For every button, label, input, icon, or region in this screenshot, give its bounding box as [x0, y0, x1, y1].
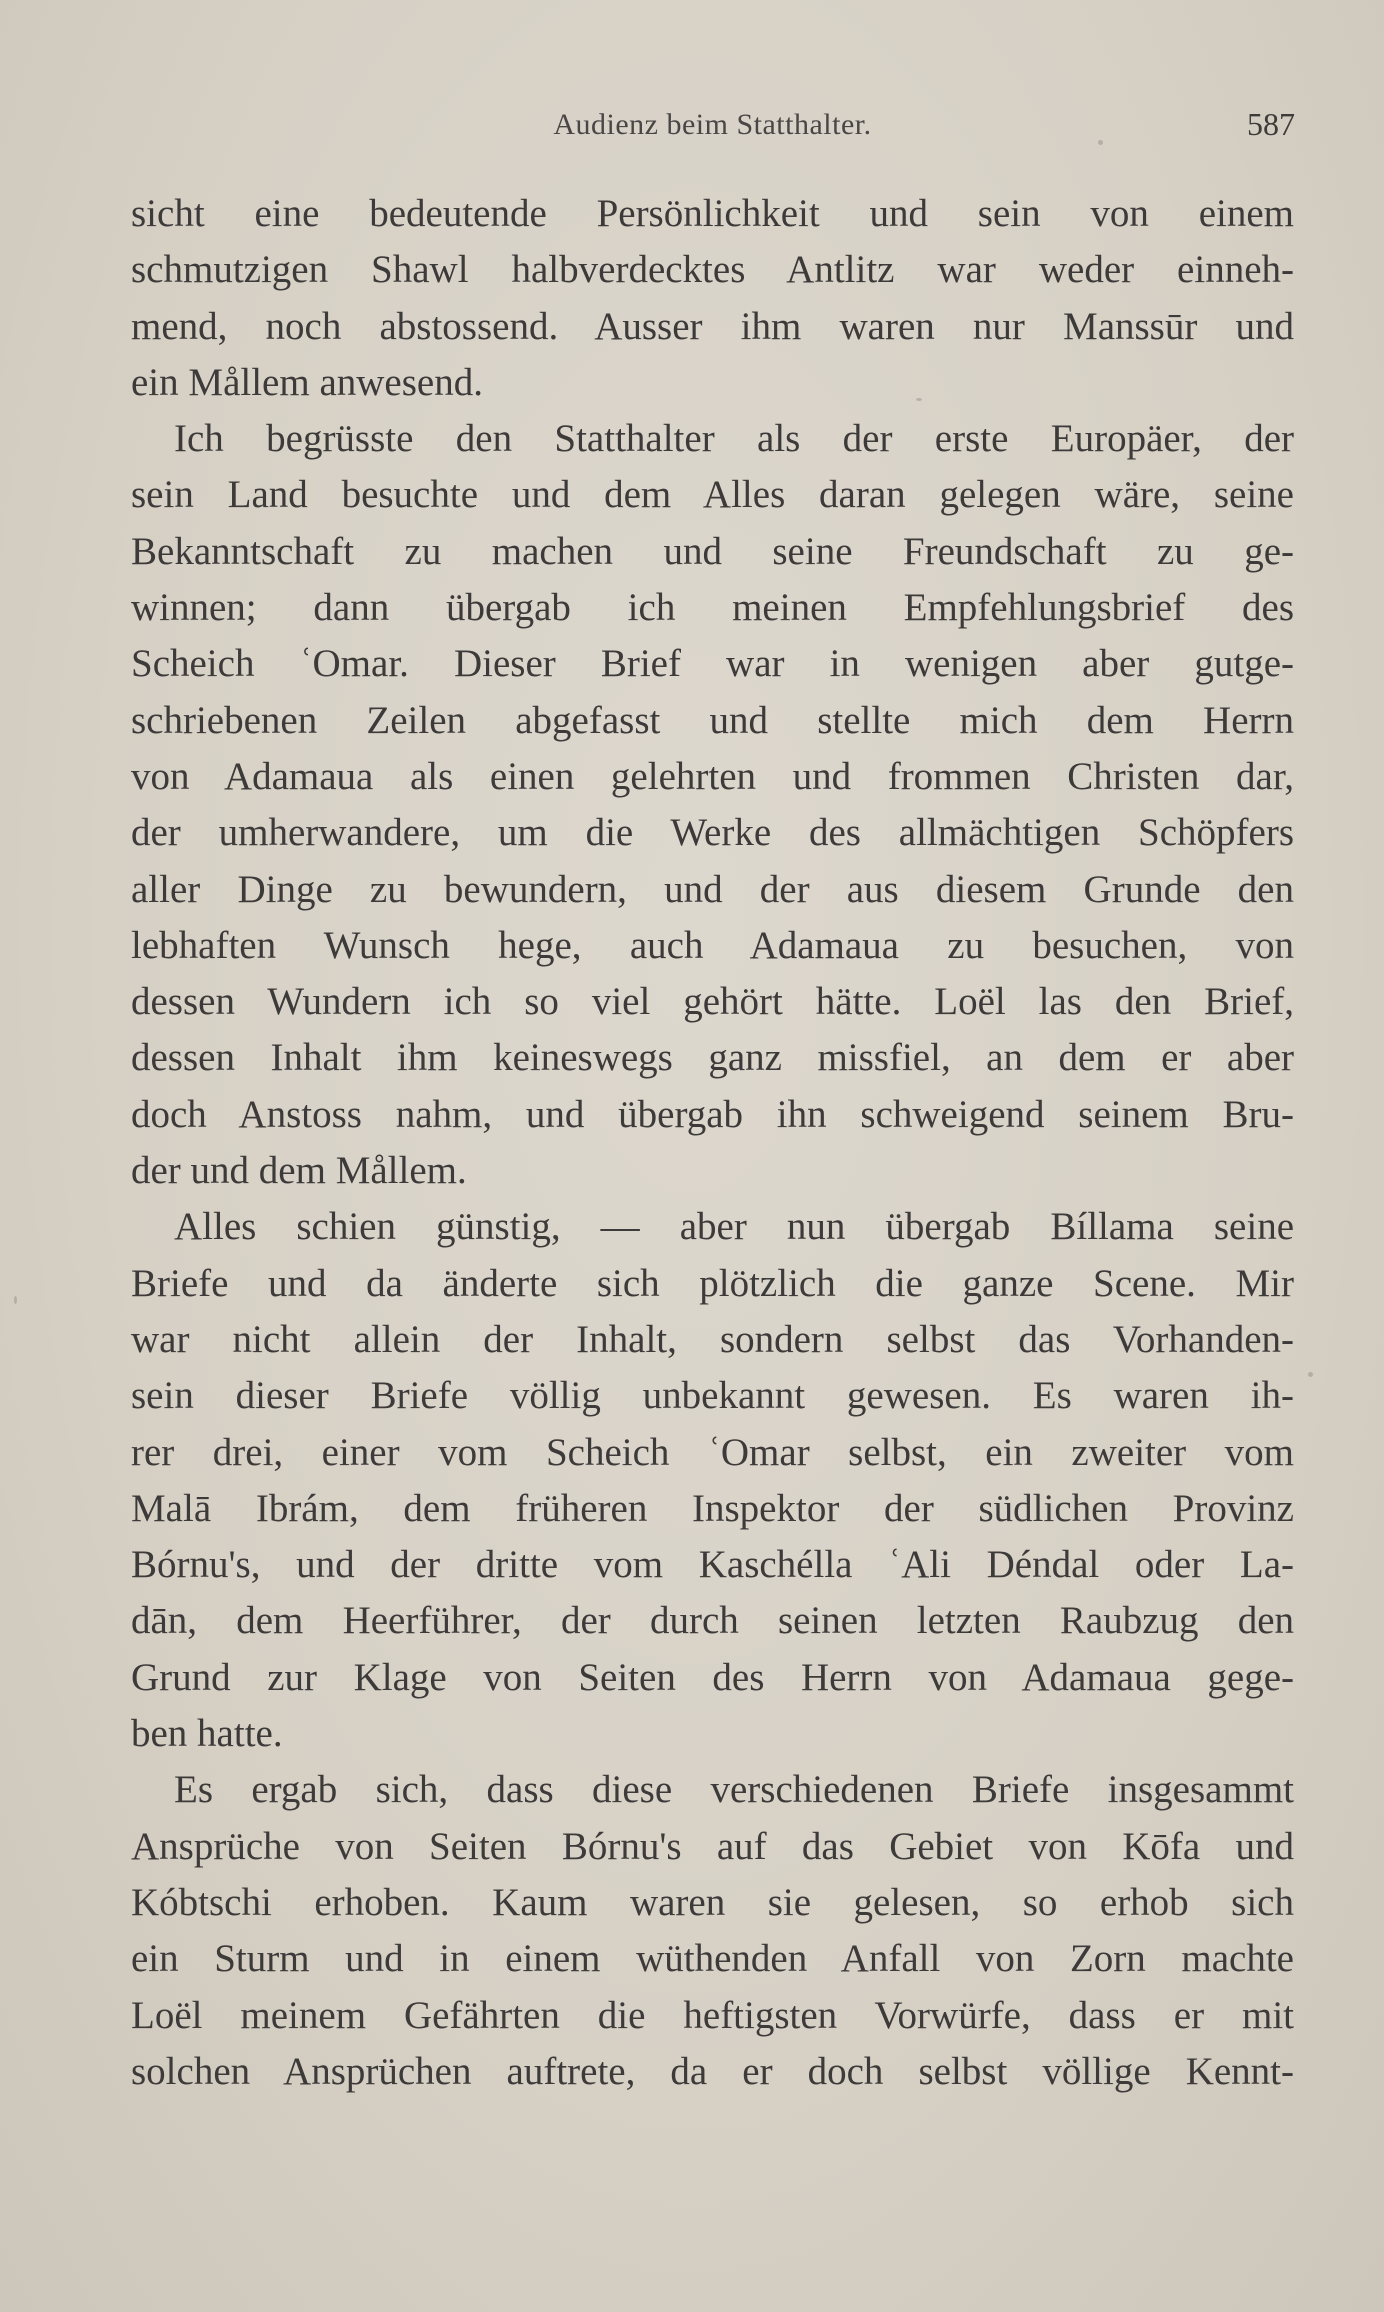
text-line: Kóbtschi erhoben. Kaum waren sie gelesen, so erhob sich: [131, 1880, 1294, 1924]
text-line: aller Dinge zu bewundern, und der aus diesem Grunde den: [131, 867, 1294, 911]
text-line: Bekanntschaft zu machen und seine Freundschaft zu ge-: [131, 529, 1294, 573]
text-line: sein Land besuchte und dem Alles daran gelegen wäre, seine: [131, 473, 1294, 517]
text-line: Bórnu's, und der dritte vom Kaschélla ʿAli Déndal oder La-: [131, 1543, 1294, 1587]
text-line: ein Sturm und in einem wüthenden Anfall von Zorn machte: [131, 1937, 1294, 1981]
text-line: winnen; dann übergab ich meinen Empfehlungsbrief des: [131, 586, 1294, 630]
text-line: dessen Wundern ich so viel gehört hätte. Loël las den Brief,: [131, 980, 1294, 1024]
paper-speck: [1308, 1372, 1313, 1377]
text-line: dān, dem Heerführer, der durch seinen letzten Raubzug den: [131, 1599, 1294, 1643]
text-line: von Adamaua als einen gelehrten und frommen Christen dar,: [131, 754, 1294, 798]
text-line: mend, noch abstossend. Ausser ihm waren nur Manssūr und: [131, 304, 1294, 348]
text-line: Ich begrüsste den Statthalter als der erste Europäer, der: [174, 417, 1294, 461]
paper-speck: [14, 1296, 17, 1304]
text-line: rer drei, einer vom Scheich ʿOmar selbst, ein zweiter vom: [131, 1430, 1294, 1474]
text-line: Grund zur Klage von Seiten des Herrn von Adamaua gege-: [131, 1655, 1294, 1699]
text-line: sein dieser Briefe völlig unbekannt gewesen. Es waren ih-: [131, 1374, 1294, 1418]
page-header: [130, 108, 1295, 148]
text-line: der umherwandere, um die Werke des allmächtigen Schöpfers: [131, 811, 1294, 855]
text-line: dessen Inhalt ihm keineswegs ganz missfiel, an dem er aber: [131, 1036, 1294, 1080]
text-line: Malā Ibrám, dem früheren Inspektor der südlichen Provinz: [131, 1486, 1294, 1530]
text-line: solchen Ansprüchen auftrete, da er doch selbst völlige Kennt-: [131, 2049, 1294, 2093]
text-line: sicht eine bedeutende Persönlichkeit und sein von einem: [131, 192, 1294, 235]
text-line: Alles schien günstig, — aber nun übergab Bíllama seine: [174, 1205, 1294, 1249]
text-line: Briefe und da änderte sich plötzlich die ganze Scene. Mir: [131, 1261, 1294, 1305]
text-line: Loël meinem Gefährten die heftigsten Vorwürfe, dass er mit: [131, 1993, 1294, 2037]
running-head: Audienz beim Statthalter.: [553, 108, 872, 141]
text-line: schmutzigen Shawl halbverdecktes Antlitz war weder einneh-: [131, 248, 1294, 292]
text-line: schriebenen Zeilen abgefasst und stellte mich dem Herrn: [131, 698, 1294, 742]
body-text: [131, 186, 1294, 2100]
text-line: war nicht allein der Inhalt, sondern selbst das Vorhanden-: [131, 1317, 1294, 1361]
text-line: lebhaften Wunsch hege, auch Adamaua zu besuchen, von: [131, 923, 1294, 967]
text-line: ein Mållem anwesend.: [131, 360, 483, 404]
text-line: Scheich ʿOmar. Dieser Brief war in wenigen aber gutge-: [131, 642, 1294, 686]
text-line: der und dem Mållem.: [131, 1149, 467, 1193]
text-line: Es ergab sich, dass diese verschiedenen Briefe insgesammt: [174, 1768, 1294, 1812]
text-line: ben hatte.: [131, 1712, 283, 1756]
text-line: Ansprüche von Seiten Bórnu's auf das Gebiet von Kōfa und: [131, 1824, 1294, 1868]
text-line: doch Anstoss nahm, und übergab ihn schweigend seinem Bru-: [131, 1092, 1294, 1136]
page-number: 587: [1247, 106, 1295, 142]
